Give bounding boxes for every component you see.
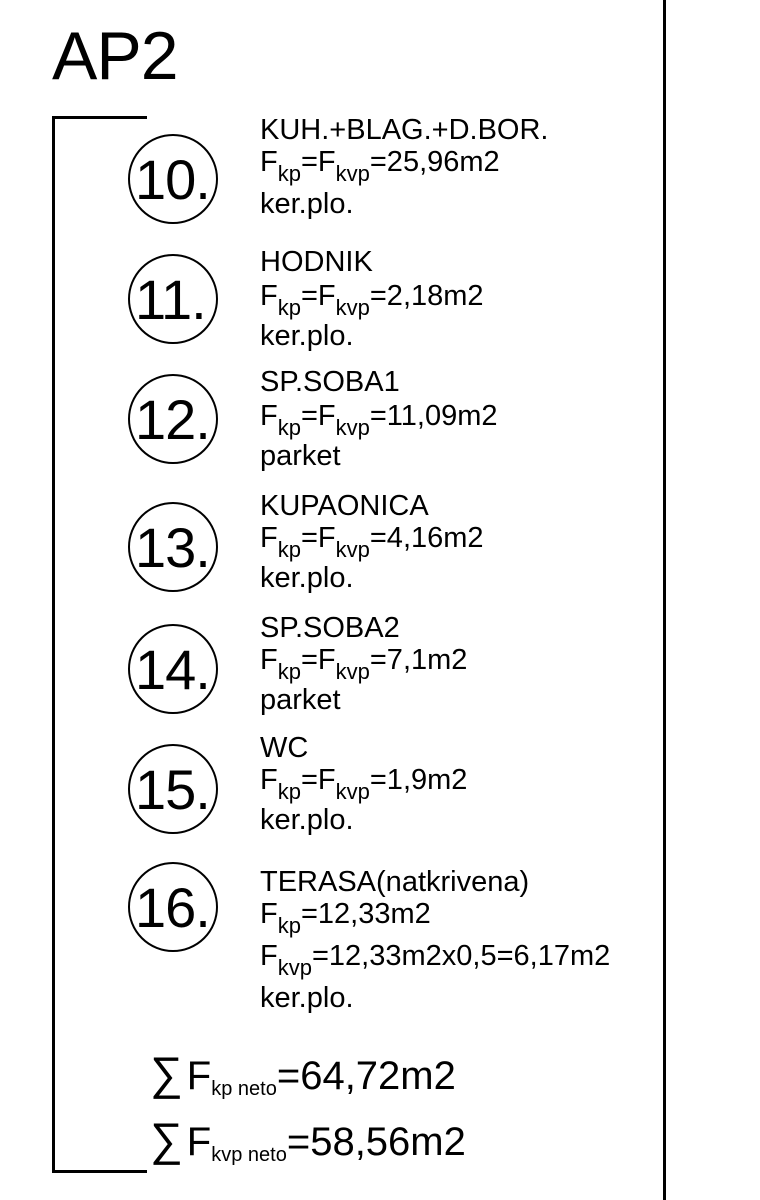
room-name: SP.SOBA2 [260,612,400,644]
room-floor: parket [260,684,341,716]
total-kp-neto: ∑ Fkp neto=64,72m2 [150,1047,456,1100]
sigma-symbol: ∑ [150,1047,183,1099]
border-line [663,0,666,1200]
room-area-formula: $F_{kp}=F_{kvp}=1,9m2$ [260,764,468,804]
room-area-formula: $F_{kp}=F_{kvp}=11,09m2$ [260,400,498,440]
room-number: 16. [135,876,210,939]
room-name: TERASA(natkrivena) [260,866,530,898]
room-floor: ker.plo. [260,982,354,1014]
room-number: 15. [135,758,210,821]
room-area-formula: $F_{kp}=F_{kvp}=2,18m2$ [260,280,484,320]
room-name: SP.SOBA1 [260,366,400,398]
room-number: 12. [135,388,210,451]
room-area-formula-kp: $F_{kp}=12,33m2$ [260,898,431,938]
room-area-formula-kvp: $F_{kvp}=12,33m2x0,5=6,17m2$ [260,940,611,980]
room-area-formula: $F_{kp}=F_{kvp}=7,1m2$ [260,644,468,684]
room-floor: ker.plo. [260,562,354,594]
apartment-title: AP2 [52,18,178,94]
room-area-formula: $F_{kp}=F_{kvp}=25,96m2$ [260,146,500,186]
room-name: WC [260,732,309,764]
room-floor: ker.plo. [260,320,354,352]
room-number: 11. [135,268,206,331]
room-floor: ker.plo. [260,804,354,836]
room-name: KUH.+BLAG.+D.BOR. [260,114,549,146]
room-name: HODNIK [260,246,373,278]
room-area-formula: $F_{kp}=F_{kvp}=4,16m2$ [260,522,484,562]
room-floor: parket [260,440,341,472]
total-kvp-neto: ∑ Fkvp neto=58,56m2 [150,1113,466,1166]
room-number: 14. [135,638,210,701]
group-bracket [52,116,147,1173]
room-name: KUPAONICA [260,490,429,522]
room-number: 10. [135,148,210,211]
sigma-symbol: ∑ [150,1113,183,1165]
room-floor: ker.plo. [260,188,354,220]
room-number: 13. [135,516,210,579]
